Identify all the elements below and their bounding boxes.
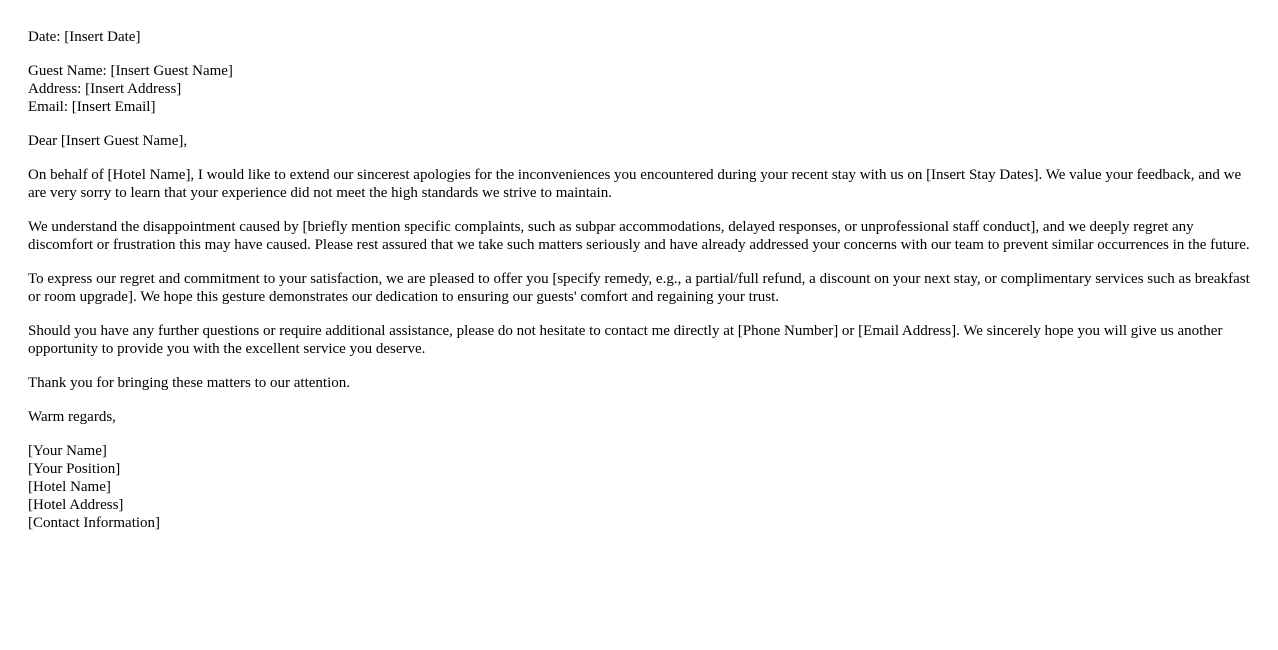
date-line: Date: [Insert Date] — [28, 29, 141, 45]
signature-contact: [Contact Information] — [28, 515, 161, 531]
body-paragraph-remedy: To express our regret and commitment to your satisfaction, we are pleased to offer you [specify remedy, e.g., a partial/full refund, a discount on your next stay, or complimentary services such as breakfast or room upgrade]. We hope this gesture demonstrates our dedication to ensuring our guests' comfort and regaining your trust. — [28, 271, 1250, 305]
address-line: Address: [Insert Address] — [28, 81, 182, 97]
body-paragraph-understanding: We understand the disappointment caused by [briefly mention specific complaints, such as subpar accommodations, delayed responses, or unprofessional staff conduct], and we deeply regret any discomfort or frustration this may have caused. Please rest assured that we take such matters seriously and have already addressed your concerns with our team to prevent similar occurrences in the future. — [28, 219, 1250, 253]
guest-name-line: Guest Name: [Insert Guest Name] — [28, 63, 233, 79]
closing: Warm regards, — [28, 409, 116, 425]
signature-hotel-address: [Hotel Address] — [28, 497, 124, 513]
email-line: Email: [Insert Email] — [28, 99, 156, 115]
signature-position: [Your Position] — [28, 461, 121, 477]
letter-document — [28, 28, 1250, 548]
recipient-block — [28, 62, 1250, 116]
signature-block — [28, 442, 1250, 532]
salutation: Dear [Insert Guest Name], — [28, 133, 188, 149]
body-paragraph-apology: On behalf of [Hotel Name], I would like to extend our sincerest apologies for the inconveniences you encountered during your recent stay with us on [Insert Stay Dates]. We value your feedback, and we are very sorry to learn that your experience did not meet the high standards we strive to maintain. — [28, 167, 1242, 201]
signature-hotel-name: [Hotel Name] — [28, 479, 111, 495]
body-paragraph-contact: Should you have any further questions or require additional assistance, please do not hesitate to contact me directly at [Phone Number] or [Email Address]. We sincerely hope you will give us another opportunity to provide you with the excellent service you deserve. — [28, 323, 1223, 357]
body-paragraph-thanks: Thank you for bringing these matters to our attention. — [28, 375, 351, 391]
signature-name: [Your Name] — [28, 443, 107, 459]
